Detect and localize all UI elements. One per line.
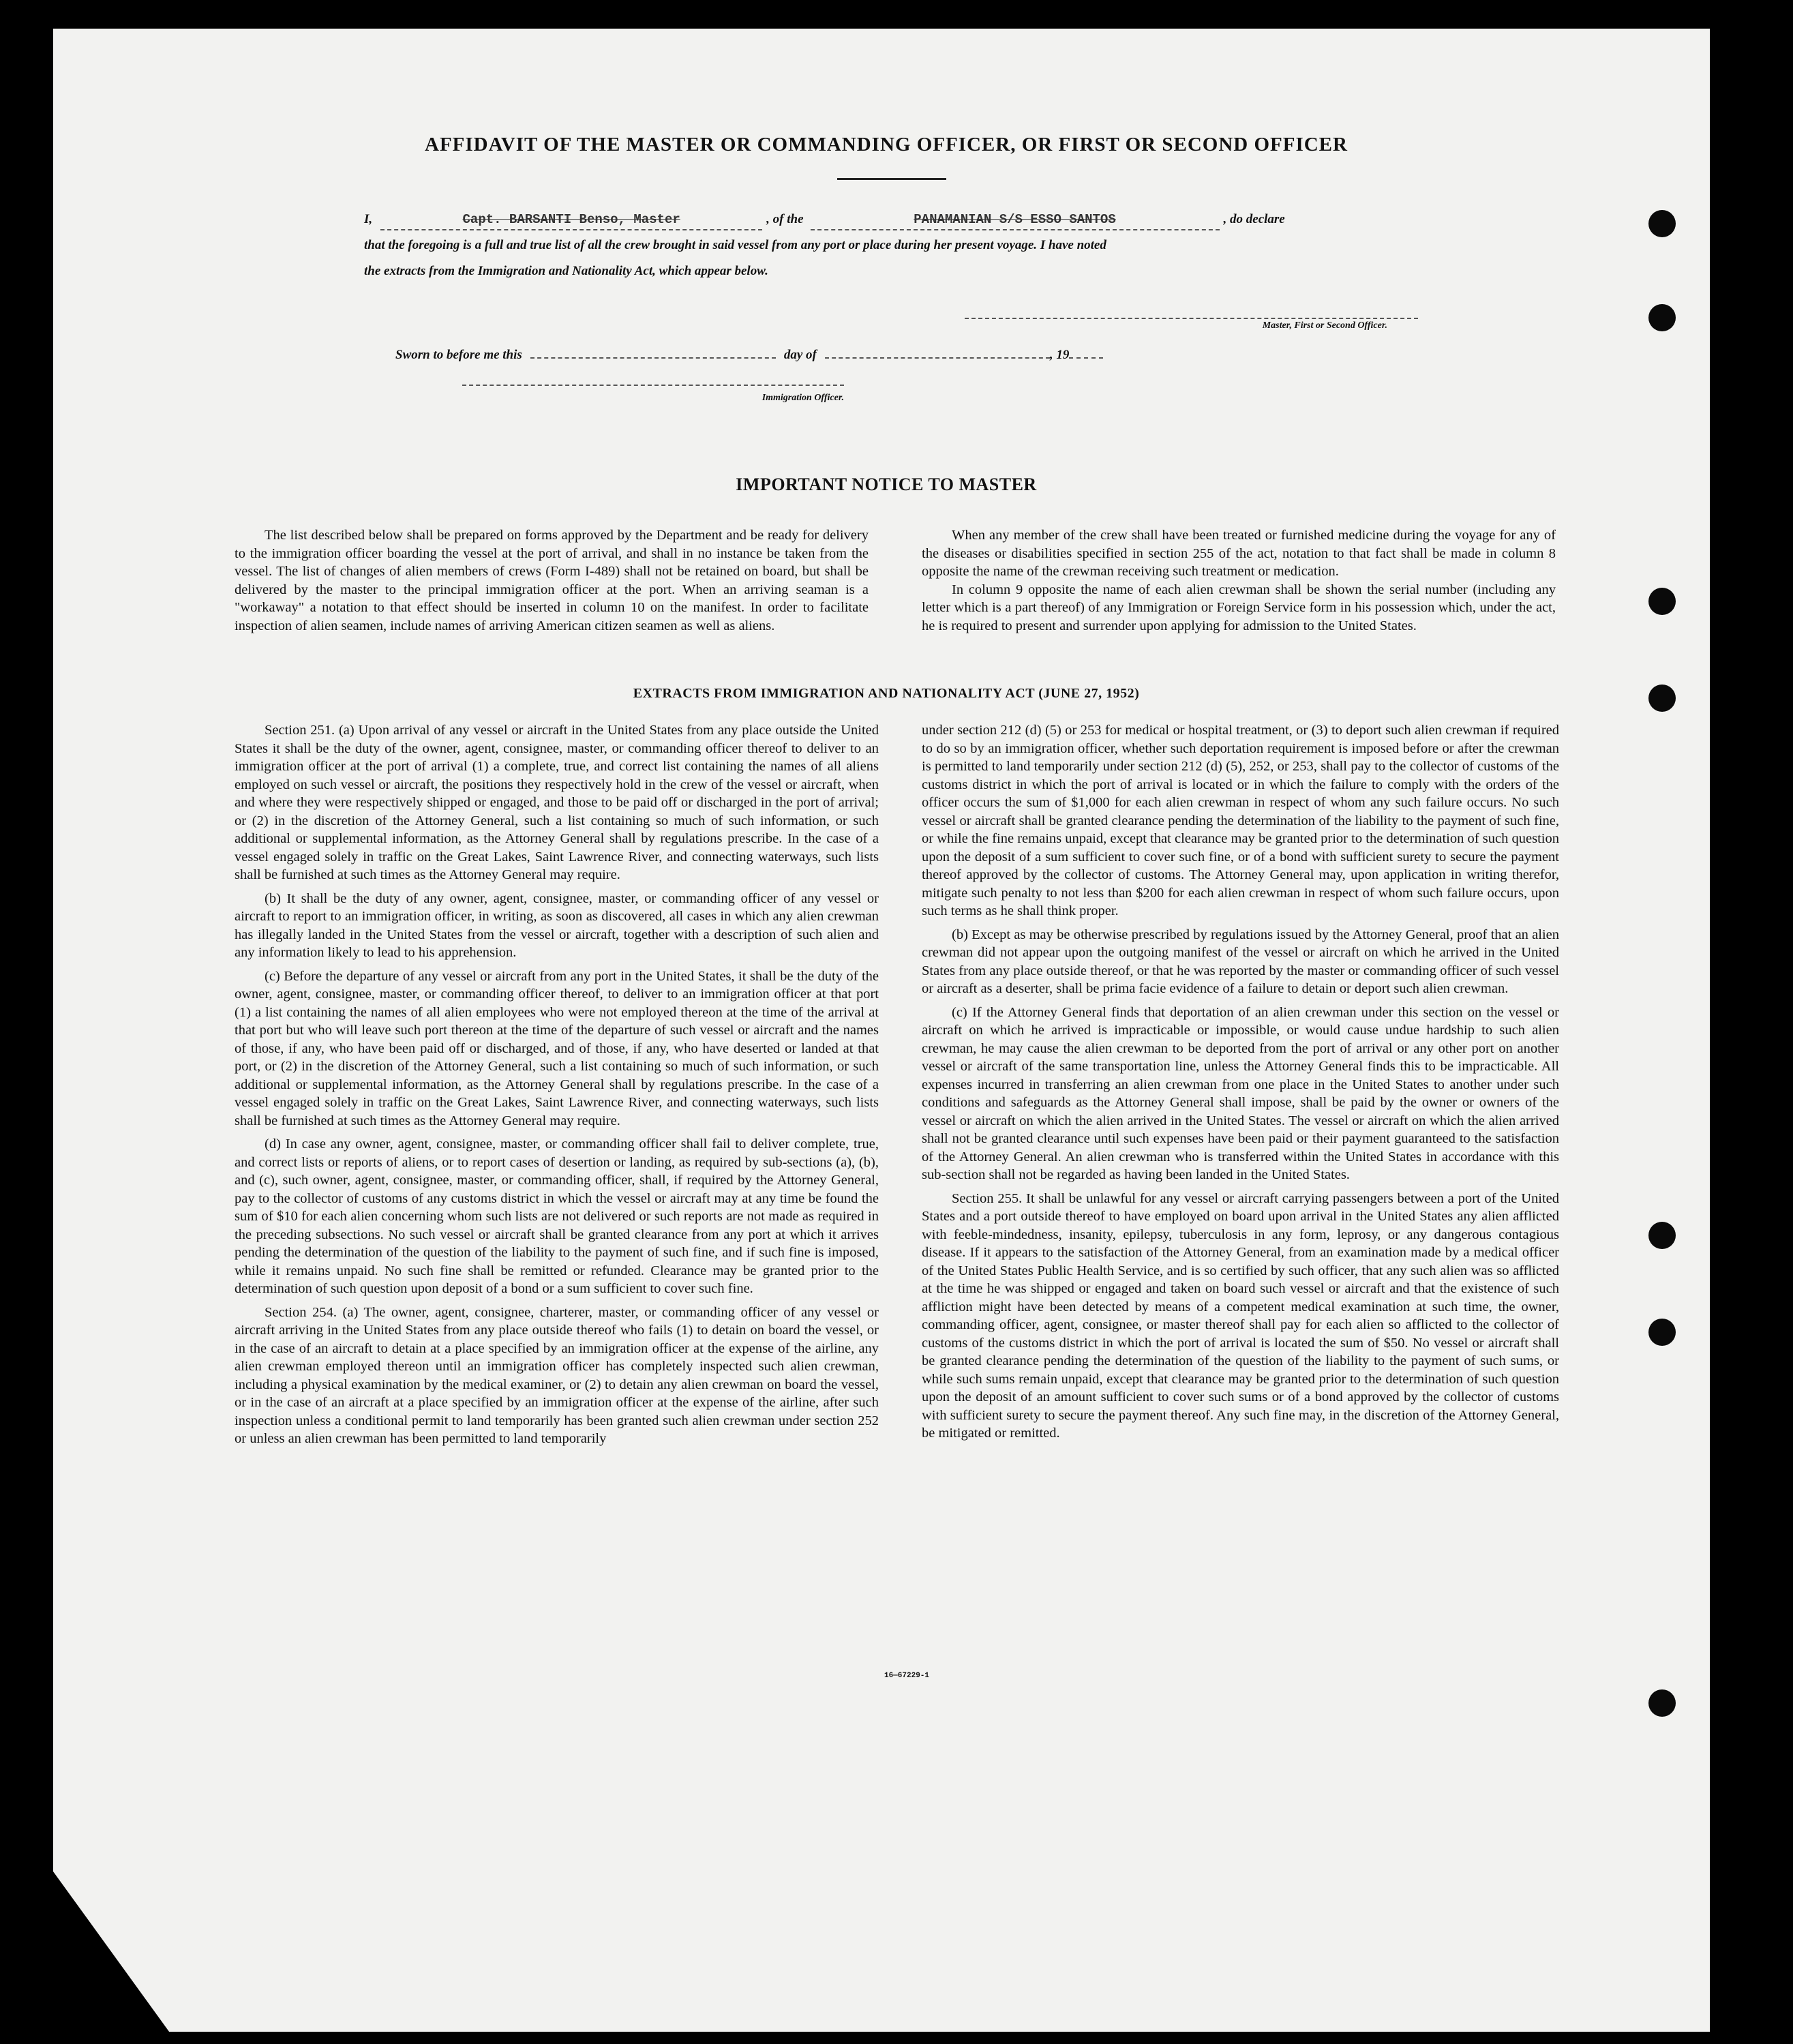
master-name-field: Capt. BARSANTI Benso, Master bbox=[380, 210, 762, 230]
notice-paragraph: When any member of the crew shall have been treated or furnished medicine during the voyage for any of the diseases or disabilities specified in section 255 of the act, notation to that fact shall be made in column 8 opposite the name of the crewman receiving such treatment or medication. bbox=[922, 528, 1556, 579]
i-label: I, bbox=[364, 212, 373, 226]
vessel-name-field: PANAMANIAN S/S ESSO SANTOS bbox=[811, 210, 1220, 230]
affidavit-title: AFFIDAVIT OF THE MASTER OR COMMANDING OFFICER, OR FIRST OR SECOND OFFICER bbox=[425, 134, 1348, 155]
title-rule bbox=[837, 178, 946, 180]
sworn-line bbox=[395, 341, 1214, 363]
signature-line bbox=[965, 318, 1418, 319]
year-label: , 19 bbox=[1049, 348, 1070, 362]
binder-hole bbox=[1648, 685, 1676, 712]
notice-title: IMPORTANT NOTICE TO MASTER bbox=[736, 475, 1037, 494]
binder-hole bbox=[1648, 1319, 1676, 1346]
notice-paragraph: In column 9 opposite the name of each alien crewman shall be shown the serial number (including any letter which is a part thereof) of any Immigration or Foreign Service form in his possession which, under the act, he is required to present and surrender upon applying for admission to the United States. bbox=[922, 582, 1556, 633]
section-251c: (c) Before the departure of any vessel or aircraft from any port in the United States, it shall be the duty of the owner, agent, consignee, master, or commanding officer thereof, to deliver to an immigration officer at that port (1) a list containing the names of all alien employees who were not employed thereon at the time of the arrival at that port but who will leave such port thereon at the time of the departure of such vessel or aircraft and the names of those, if any, who have been paid off or discharged, and of those, if any, who have deserted or landed at that port, or (2) in the discretion of the Attorney General, such a list containing so much of such information, or such additional or supplemental information, as the Attorney General shall by regulations prescribe. In the case of a vessel engaged solely in traffic on the Great Lakes, Saint Lawrence River, and connecting waterways, such lists shall be furnished at such times as the Attorney General may require. bbox=[235, 968, 879, 1128]
officer-label: Immigration Officer. bbox=[762, 393, 844, 403]
declaration-line bbox=[364, 206, 1421, 233]
extracts-title: EXTRACTS FROM IMMIGRATION AND NATIONALITY ACT (JUNE 27, 1952) bbox=[633, 686, 1140, 701]
binder-hole bbox=[1648, 1689, 1676, 1717]
section-254c: (c) If the Attorney General finds that deportation of an alien crewman under this section on the vessel or aircraft on which he arrived is impracticable or impossible, or would cause undue hardship to such alien crewman, he may cause the alien crewman to be deported from the port of arrival or any other port on another vessel or aircraft of the same transportation line, unless the Attorney General finds this to be impracticable. All expenses incurred in transferring an alien crewman from one place in the United States to another under such conditions and safeguards as the Attorney General shall impose, shall be paid by the owner or owners of the vessel or aircraft on which the alien arrived in the United States. The vessel or aircraft on which the alien arrived shall not be granted clearance until such expenses have been paid or their payment guaranteed to the satisfaction of the Attorney General. An alien crewman who is transferred within the United States in accordance with this sub-section shall not be regarded as having been landed in the United States. bbox=[922, 1004, 1559, 1182]
declare-label: , do declare bbox=[1223, 212, 1285, 226]
declaration-text: that the foregoing is a full and true list of all the crew brought in said vessel from any port or place during her present voyage. I have noted bbox=[364, 238, 1106, 252]
binder-hole bbox=[1648, 588, 1676, 615]
extracts-left-column bbox=[235, 721, 879, 1448]
section-251a: Section 251. (a) Upon arrival of any vessel or aircraft in the United States from any place outside the United States it shall be the duty of the owner, agent, consignee, master, or commanding officer thereof to deliver to an immigration officer at the port of arrival (1) a complete, true, and correct list containing the names of all aliens employed on such vessel or aircraft, the positions they respectively hold in the crew of the vessel or aircraft, when and where they were respectively shipped or engaged, and those to be paid off or discharged in the port of arrival; or (2) in the discretion of the Attorney General, such a list containing so much of such information, or such additional or supplemental information, as the Attorney General shall by regulations prescribe. In the case of a vessel engaged solely in traffic on the Great Lakes, Saint Lawrence River, and connecting waterways, such lists shall be furnished at such times as the Attorney General may require. bbox=[235, 723, 879, 882]
notice-left-column bbox=[235, 526, 869, 635]
sworn-year-field bbox=[1069, 341, 1103, 359]
section-251b: (b) It shall be the duty of any owner, agent, consignee, master, or commanding officer of any vessel or aircraft to report to an immigration officer, in writing, as soon as discovered, all cases in which any alien crewman has illegally landed in the United States from the vessel or aircraft, together with a description of such alien and any information likely to lead to his apprehension. bbox=[235, 890, 879, 960]
officer-signature-line bbox=[462, 385, 844, 386]
section-255: Section 255. It shall be unlawful for any vessel or aircraft carrying passengers between a port of the United States and a port outside thereof to have employed on board upon arrival in the United States any alien afflicted with feeble-mindedness, insanity, epilepsy, tuberculosis in any form, leprosy, or any dangerous contagious disease. If it appears to the satisfaction of the Attorney General, from an examination made by a medical officer of the United States Public Health Service, and is so certified by such officer, that any such alien was so afflicted at the time he was shipped or engaged and taken on board such vessel or aircraft and that the existence of such affliction might have been detected by means of a competent medical examination at such time, the owner, commanding officer, agent, consignee, or master thereof shall pay for each alien so afflicted to the collector of customs of the customs district in which the port of arrival is located the sum of $50. No vessel or aircraft shall be granted clearance pending the determination of the question of the liability to the payment of such sums, or while such sums remain unpaid, except that clearance may be granted prior to the determination of such question upon the deposit of an amount sufficient to cover such sums or of a bond approved by the collector of customs with sufficient surety to secure the payment thereof. Any such fine may, in the discretion of the Attorney General, be mitigated or remitted. bbox=[922, 1190, 1559, 1441]
sworn-day-field bbox=[530, 341, 776, 359]
form-number: 16—67229-1 bbox=[884, 1672, 929, 1680]
notice-paragraph: The list described below shall be prepared on forms approved by the Department and be ready for delivery to the immigration officer boarding the vessel at the port of arrival, and shall in no instance be taken from the vessel. The list of changes of alien members of crews (Form I-489) shall not be retained on board, but shall be delivered by the master to the principal immigration officer at the port. When an arriving seaman is a "workaway" a notation to that effect should be inserted in column 10 on the manifest. In order to facilitate inspection of alien seamen, include names of arriving American citizen seamen as well as aliens. bbox=[235, 528, 869, 633]
of-the-label: , of the bbox=[766, 212, 804, 226]
sworn-label: Sworn to before me this bbox=[395, 348, 522, 362]
section-254b: (b) Except as may be otherwise prescribed by regulations issued by the Attorney General, proof that an alien crewman did not appear upon the outgoing manifest of the vessel or aircraft on which he arrived in the United States from any place outside thereof, or that he was reported by the master or commanding officer of such vessel or aircraft as a deserter, shall be prima facie evidence of a failure to detain or deport such alien crewman. bbox=[922, 927, 1559, 996]
signature-label: Master, First or Second Officer. bbox=[1262, 320, 1387, 331]
section-251d: (d) In case any owner, agent, consignee, master, or commanding officer shall fail to deliver complete, true, and correct lists or reports of aliens, or to report cases of desertion or landing, as required by sub-sections (a), (b), and (c), such owner, agent, consignee, master, or commanding officer, shall, if required by the Attorney General, pay to the collector of customs of any customs district in which the vessel or aircraft may at any time be found the sum of $10 for each alien concerning whom such lists are not delivered or such reports are not made as required in the preceding subsections. No such vessel or aircraft shall be granted clearance from any port at which it arrives pending the determination of the question of the liability to the payment of such fine, and if such fine is imposed, while it remains unpaid. No such fine shall be remitted or refunded. Clearance may be granted prior to the determination of such question upon deposit of a bond or a sum sufficient to cover such fine. bbox=[235, 1137, 879, 1296]
extracts-right-column bbox=[922, 721, 1559, 1443]
notice-right-column bbox=[922, 526, 1556, 635]
section-254a: Section 254. (a) The owner, agent, consignee, charterer, master, or commanding officer of any vessel or aircraft arriving in the United States from any place outside thereof who fails (1) to detain on board the vessel, or in the case of an aircraft to detain at a place specified by an immigration officer at the expense of the airline, any alien crewman employed thereon until an immigration officer has completely inspected such alien crewman, including a physical examination by the medical examiner, or (2) to detain any alien crewman on board the vessel, or in the case of an aircraft at a place specified by an immigration officer at the expense of the airline, after such inspection unless a conditional permit to land temporarily has been granted such alien crewman under section 252 or unless an alien crewman has been permitted to land temporarily bbox=[235, 1304, 879, 1446]
section-254a-continued: under section 212 (d) (5) or 253 for medical or hospital treatment, or (3) to deport such alien crewman if required to do so by an immigration officer, whether such deportation requirement is imposed before or after the crewman is permitted to land temporarily under section 212 (d) (5), 252, or 253, shall pay to the collector of customs of the customs district in which the port of arrival is located or in which the failure to comply with the orders of the officer occurs the sum of $1,000 for each alien crewman in respect of whom any such failure occurs. No such vessel or aircraft shall be granted clearance pending the determination of the liability to the payment of such fine, or while the fine remains unpaid, except that clearance may be granted prior to the determination of such question upon the deposit of a sum sufficient to cover such fine, or of a bond with sufficient surety to secure the payment thereof approved by the collector of customs. The Attorney General may, upon application in writing therefor, mitigate such penalty to not less than $200 for each alien crewman in respect of whom such failure occurs, upon such terms as he shall think proper. bbox=[922, 723, 1559, 918]
day-of-label: day of bbox=[783, 348, 817, 362]
binder-hole bbox=[1648, 210, 1676, 237]
binder-hole bbox=[1648, 1222, 1676, 1249]
sworn-month-field bbox=[825, 341, 1050, 359]
declaration-text: the extracts from the Immigration and Nationality Act, which appear below. bbox=[364, 264, 768, 278]
binder-hole bbox=[1648, 304, 1676, 331]
